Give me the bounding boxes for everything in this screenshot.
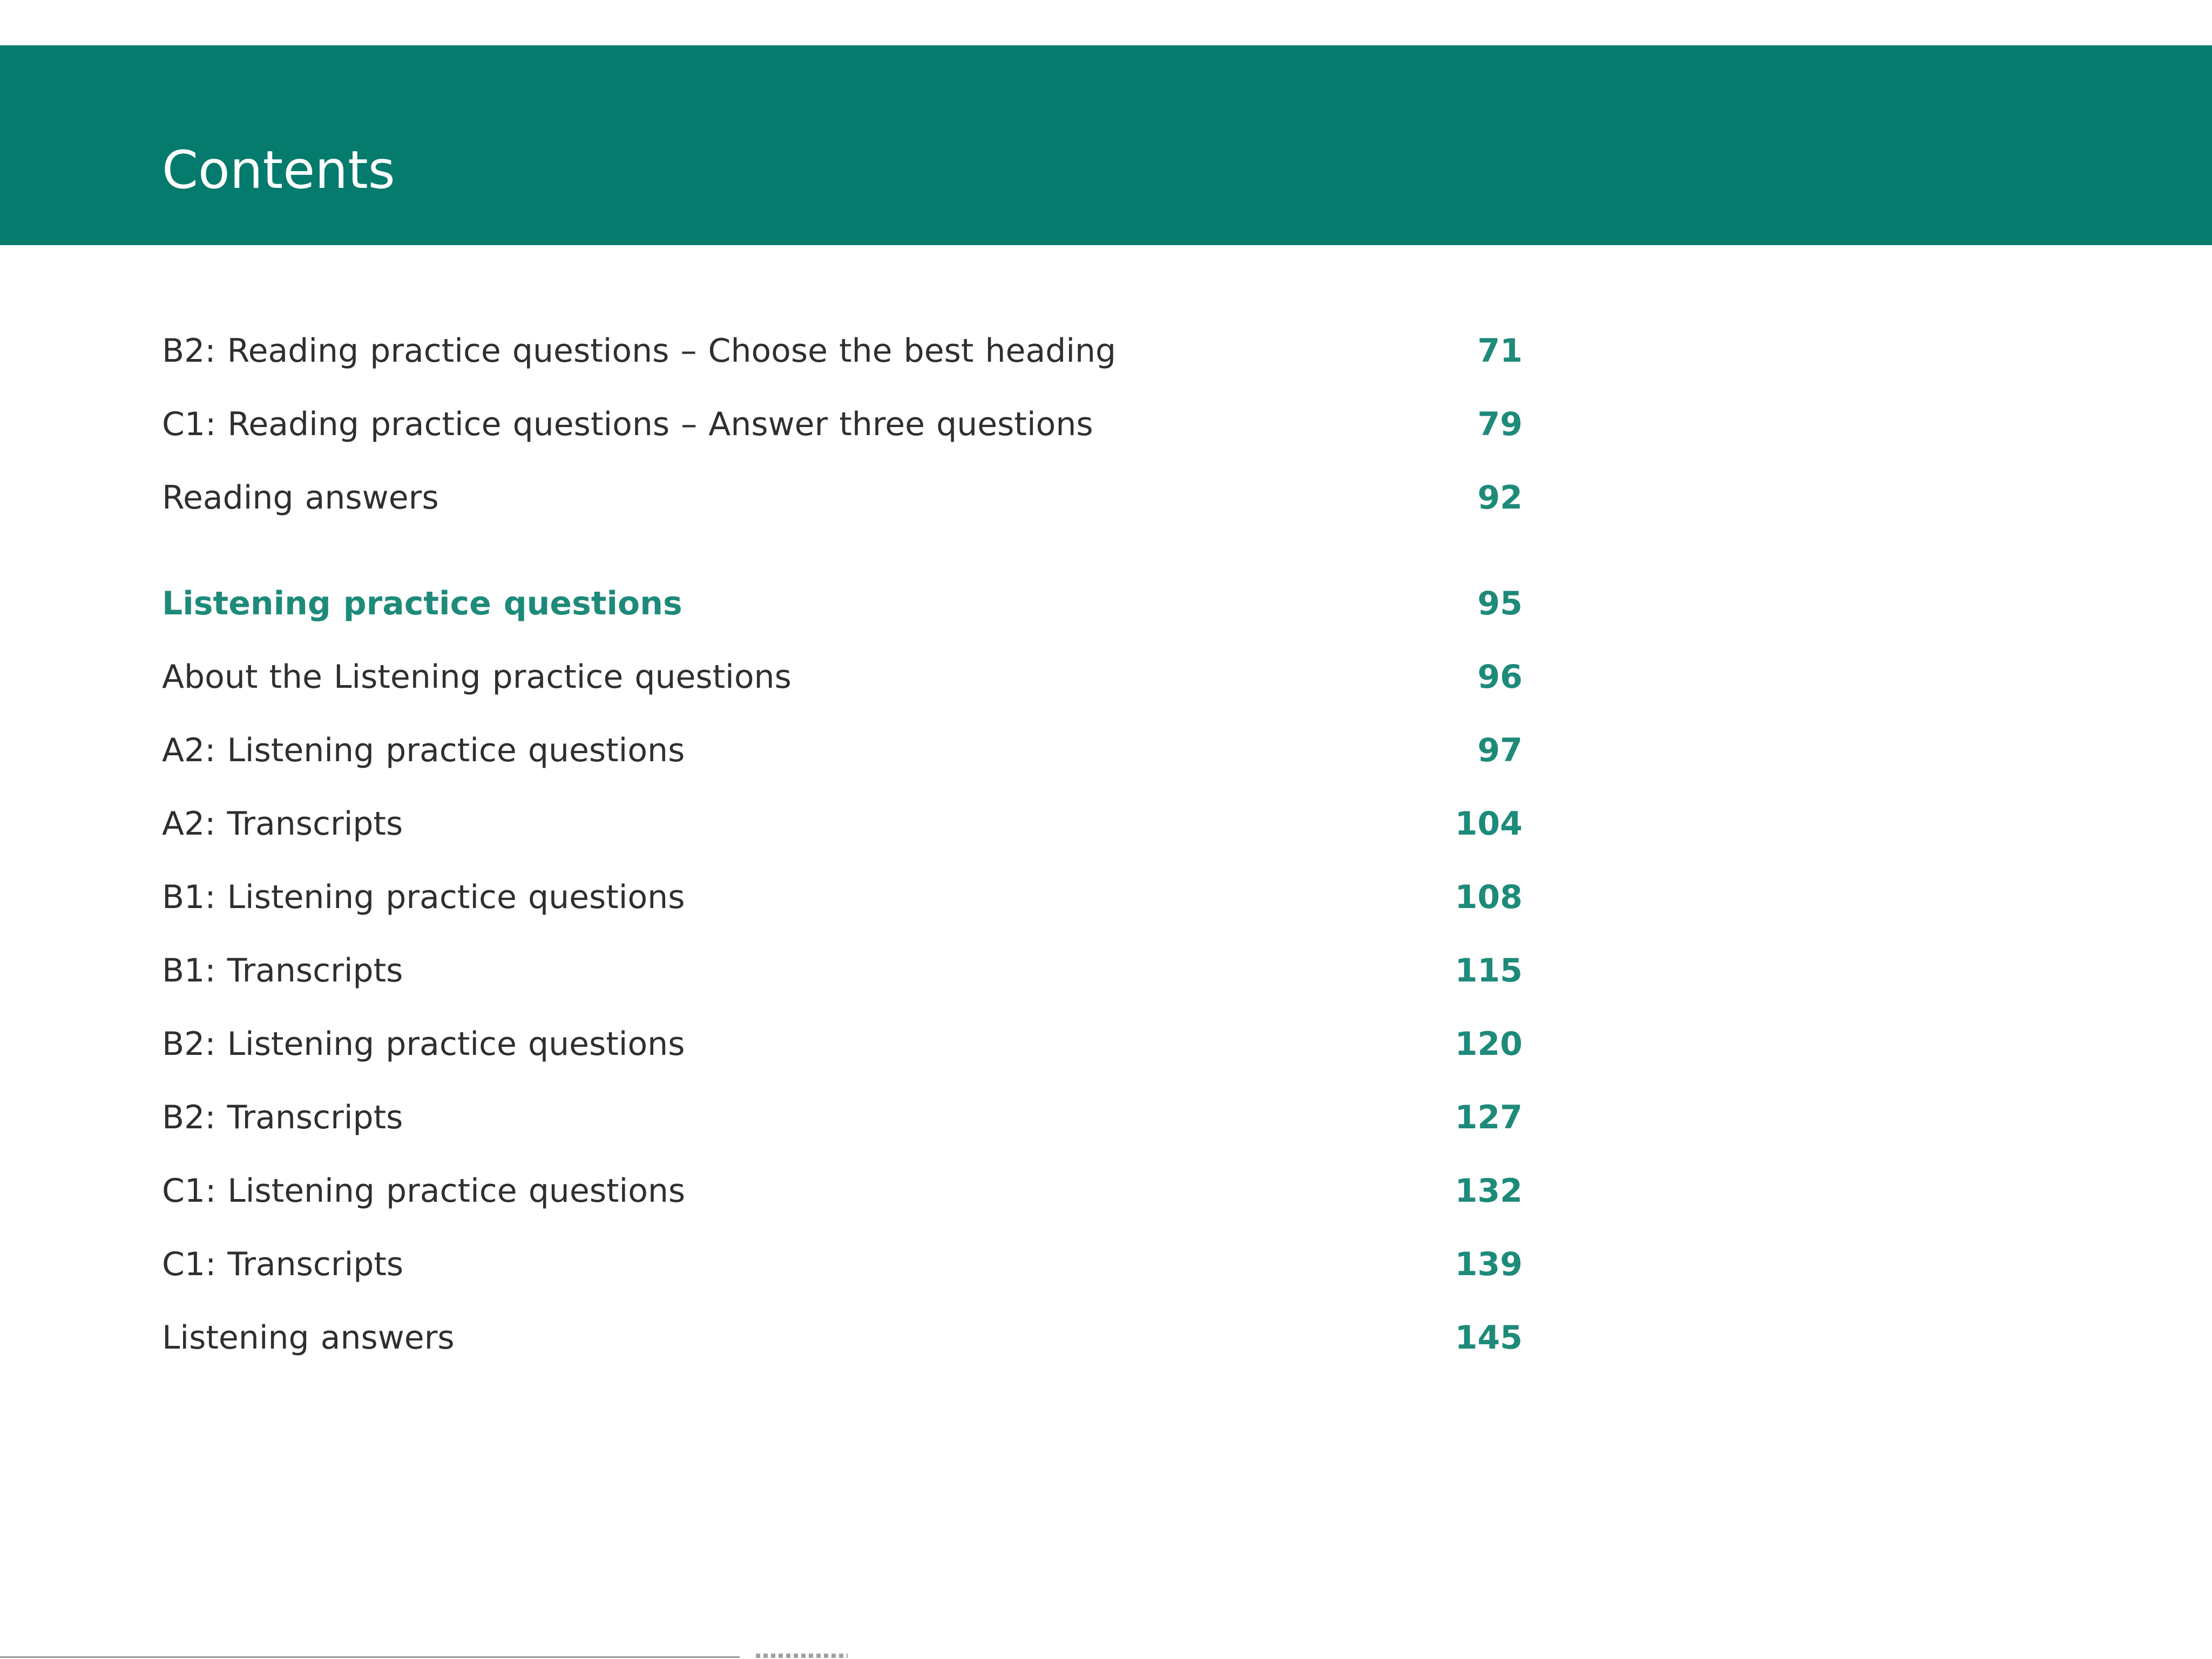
toc-entry-label: Reading answers (162, 479, 439, 517)
toc-entry-label: B1: Transcripts (162, 952, 403, 990)
toc-entry-page: 79 (1477, 405, 1523, 443)
toc-entry-page: 97 (1477, 732, 1523, 769)
footer-mark (756, 1654, 848, 1658)
toc-entry-label: B2: Reading practice questions – Choose the best heading (162, 332, 1117, 370)
toc-entry[interactable] (162, 870, 1523, 924)
toc-entry[interactable] (162, 1311, 1523, 1365)
toc-entry-label: A2: Listening practice questions (162, 732, 685, 769)
toc-entry-page: 104 (1455, 805, 1523, 843)
toc-entry-page: 96 (1477, 658, 1523, 696)
toc-entry[interactable] (162, 1091, 1523, 1145)
toc-entry-page: 120 (1455, 1025, 1523, 1063)
toc-entry[interactable] (162, 471, 1523, 525)
toc-entry-label: C1: Reading practice questions – Answer three questions (162, 405, 1093, 443)
toc-entry-page: 145 (1455, 1319, 1523, 1357)
toc-section-page: 95 (1477, 585, 1523, 622)
toc-entry-label: Listening answers (162, 1319, 455, 1357)
page-title: Contents (162, 140, 395, 200)
toc-entry-label: B2: Listening practice questions (162, 1025, 685, 1063)
toc-entry[interactable] (162, 397, 1523, 451)
toc-entry[interactable] (162, 1237, 1523, 1291)
toc-entry-label: C1: Transcripts (162, 1245, 404, 1283)
toc-entry[interactable] (162, 1164, 1523, 1218)
toc-entry-page: 132 (1455, 1172, 1523, 1210)
toc-entry[interactable] (162, 944, 1523, 998)
toc-entry-label: A2: Transcripts (162, 805, 403, 843)
toc-entry-page: 127 (1455, 1099, 1523, 1136)
toc-entry[interactable] (162, 723, 1523, 777)
toc-entry-label: B1: Listening practice questions (162, 878, 685, 916)
toc-entry-page: 92 (1477, 479, 1523, 517)
toc-section-heading[interactable] (162, 577, 1523, 631)
toc-entry-page: 108 (1455, 878, 1523, 916)
toc-entry-page: 71 (1477, 332, 1523, 370)
toc-entry-page: 139 (1455, 1245, 1523, 1283)
footer-rule (0, 1656, 740, 1658)
toc-entry[interactable] (162, 797, 1523, 851)
toc-entry-label: About the Listening practice questions (162, 658, 792, 696)
toc-entry-page: 115 (1455, 952, 1523, 990)
toc-entry[interactable] (162, 324, 1523, 378)
toc-entry-label: C1: Listening practice questions (162, 1172, 686, 1210)
table-of-contents (162, 0, 1523, 1659)
toc-entry[interactable] (162, 650, 1523, 704)
toc-entry-label: B2: Transcripts (162, 1099, 403, 1136)
toc-entry[interactable] (162, 1017, 1523, 1071)
toc-section-label: Listening practice questions (162, 585, 682, 622)
